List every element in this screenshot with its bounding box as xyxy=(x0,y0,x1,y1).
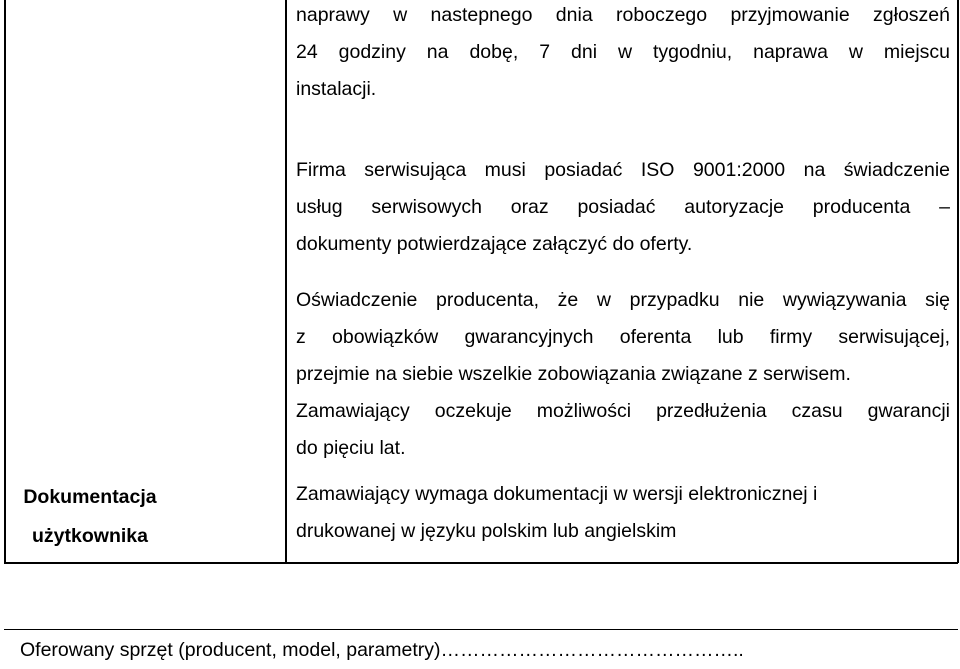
footer-rule xyxy=(4,629,958,630)
text-line: naprawy w nastepnego dnia roboczego przyjmowanie zgłoszeń xyxy=(296,4,950,26)
paragraph-iso-certification xyxy=(296,152,950,263)
row-label-documentation xyxy=(2,478,178,556)
text-line: instalacji. xyxy=(296,78,377,100)
text-line: przejmie na siebie wszelkie zobowiązania związane z serwisem. xyxy=(296,363,851,385)
text-line: usług serwisowych oraz posiadać autoryzacje producenta – xyxy=(296,196,950,218)
paragraph-manufacturer-statement xyxy=(296,282,950,467)
text-line: Firma serwisująca musi posiadać ISO 9001:2000 na świadczenie xyxy=(296,159,950,181)
table-border-bottom xyxy=(4,562,958,564)
text-line: drukowanej w języku polskim lub angielskim xyxy=(296,520,677,542)
text-line: do pięciu lat. xyxy=(296,437,406,459)
paragraph-service-repair xyxy=(296,0,950,108)
paragraph-documentation xyxy=(296,476,950,550)
text-line: dokumenty potwierdzające załączyć do oferty. xyxy=(296,233,693,255)
text-line: Oświadczenie producenta, że w przypadku nie wywiązywania się xyxy=(296,289,950,311)
text-line: Zamawiający wymaga dokumentacji w wersji elektronicznej i xyxy=(296,483,818,505)
text-line: z obowiązków gwarancyjnych oferenta lub firmy serwisującej, xyxy=(296,326,950,348)
offered-equipment-line: Oferowany sprzęt (producent, model, parametry)……………………………………….. xyxy=(20,639,744,661)
text-line: 24 godziny na dobę, 7 dni w tygodniu, naprawa w miejscu xyxy=(296,41,950,63)
table-border-right xyxy=(957,0,959,563)
table-column-divider xyxy=(285,0,287,563)
row-label-line: użytkownika xyxy=(32,525,148,547)
text-line: Zamawiający oczekuje możliwości przedłużenia czasu gwarancji xyxy=(296,400,950,422)
row-label-line: Dokumentacja xyxy=(23,486,157,508)
